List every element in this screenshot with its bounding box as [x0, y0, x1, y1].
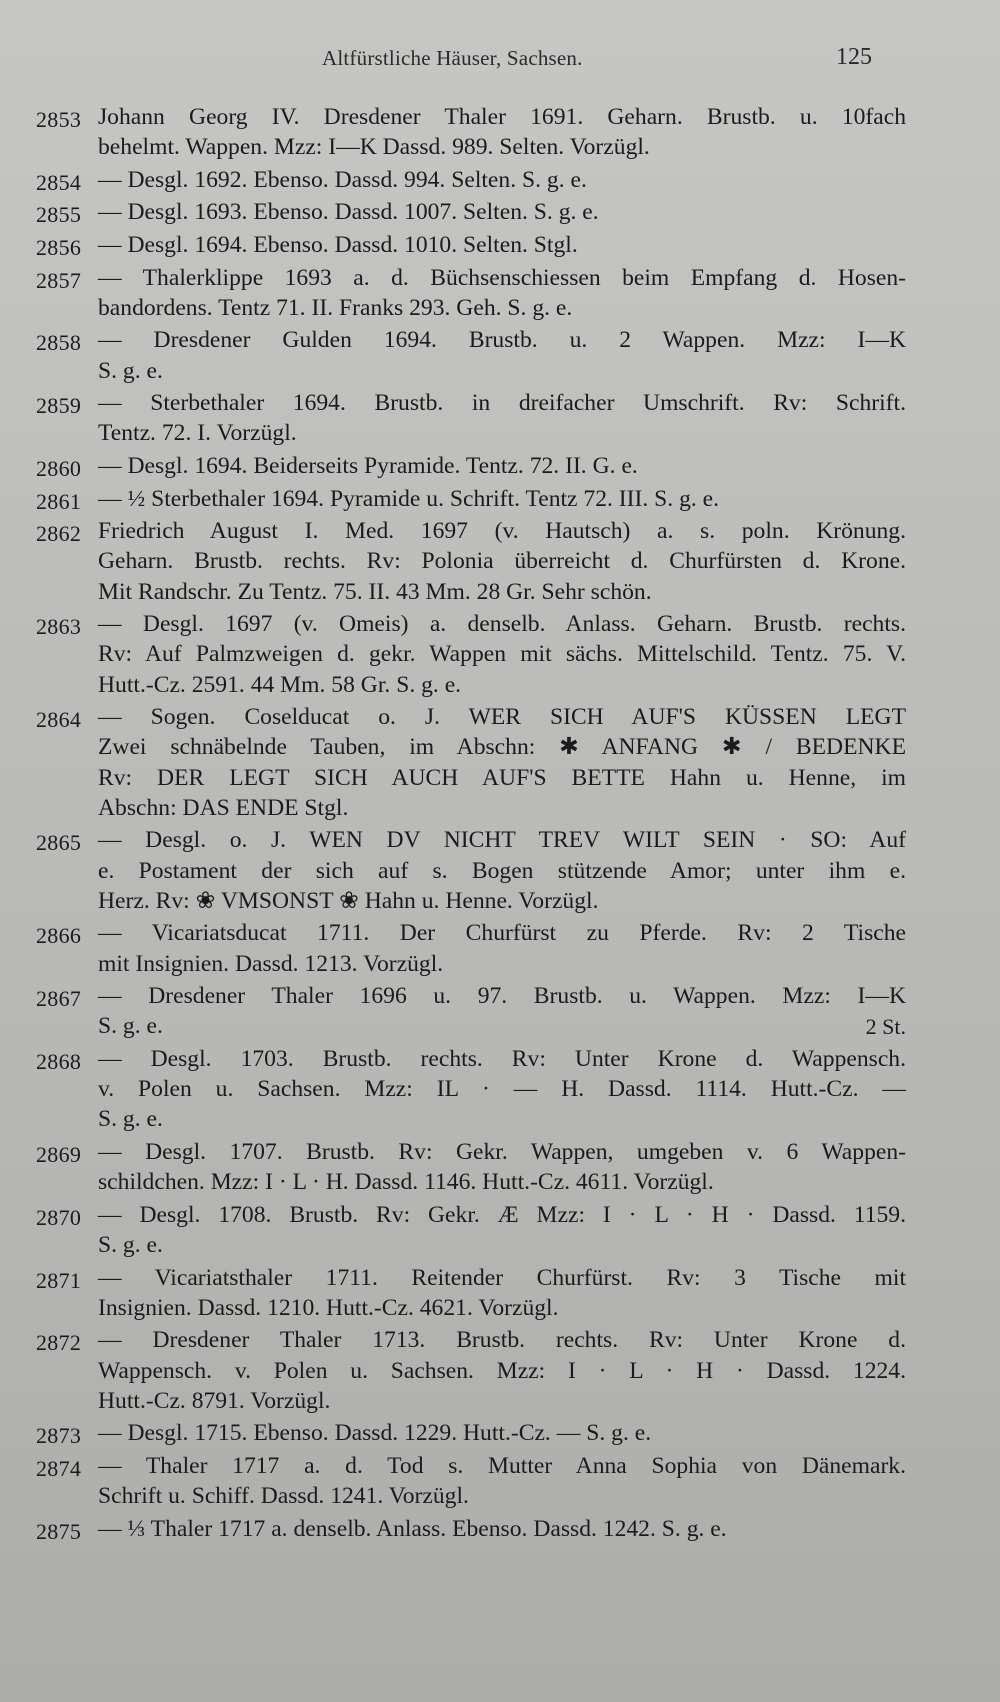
quantity-note: 2 St. [865, 1014, 906, 1040]
lot-number: 2871 [36, 1267, 82, 1293]
lot-number: 2875 [36, 1518, 82, 1544]
entry-text-line: S. g. e. [98, 357, 163, 384]
entry-text-line: — Vicariatsducat 1711. Der Churfürst zu Pferde. Rv: 2 Tische [98, 920, 906, 947]
lot-number: 2867 [36, 986, 82, 1012]
running-head: Altfürstliche Häuser, Sachsen. [322, 46, 583, 70]
page-header [0, 42, 1000, 82]
lot-number: 2869 [36, 1141, 82, 1167]
lot-number: 2864 [36, 707, 82, 733]
entry-text-line: Hutt.-Cz. 2591. 44 Mm. 58 Gr. S. g. e. [98, 671, 462, 698]
entry-text-line: mit Insignien. Dassd. 1213. Vorzügl. [98, 950, 444, 977]
entry-text-line: — Desgl. 1707. Brustb. Rv: Gekr. Wappen, umgeben v. 6 Wappen- [98, 1138, 906, 1165]
lot-number: 2861 [36, 488, 82, 514]
entry-text-line: Rv: Auf Palmzweigen d. gekr. Wappen mit sächs. Mittelschild. Tentz. 75. V. [98, 641, 906, 668]
catalog-entry [36, 484, 906, 514]
entry-text-line: bandordens. Tentz 71. II. Franks 293. Geh. S. g. e. [98, 294, 573, 321]
entry-text-line: Friedrich August I. Med. 1697 (v. Hautsch) a. s. poln. Krönung. [98, 518, 906, 545]
catalog-entry [36, 388, 906, 448]
lot-number: 2872 [36, 1330, 82, 1356]
catalog-entry [36, 918, 906, 978]
catalog-entries [36, 102, 906, 1546]
entry-text-line: Hutt.-Cz. 8791. Vorzügl. [98, 1387, 331, 1414]
entry-text-line: Herz. Rv: ❀ VMSONST ❀ Hahn u. Henne. Vorzügl. [98, 887, 599, 914]
entry-text-line: — Desgl. 1694. Beiderseits Pyramide. Tentz. 72. II. G. e. [98, 452, 638, 479]
catalog-entry [36, 102, 906, 162]
catalog-entry [36, 197, 906, 227]
entry-text-line: Wappensch. v. Polen u. Sachsen. Mzz: I · L · H · Dassd. 1224. [98, 1357, 906, 1384]
entry-text-line: Johann Georg IV. Dresdener Thaler 1691. Geharn. Brustb. u. 10fach [98, 104, 906, 130]
entry-text-line: — Dresdener Thaler 1713. Brustb. rechts. Rv: Unter Krone d. [98, 1327, 906, 1354]
lot-number: 2874 [36, 1455, 82, 1481]
lot-number: 2860 [36, 455, 82, 481]
lot-number: 2853 [36, 107, 82, 132]
entry-text-line: S. g. e. [98, 1013, 163, 1040]
lot-number: 2873 [36, 1423, 82, 1449]
entry-text-line: — Desgl. 1715. Ebenso. Dassd. 1229. Hutt.-Cz. — S. g. e. [98, 1420, 652, 1447]
entry-text-line: — Desgl. 1692. Ebenso. Dassd. 994. Selten. S. g. e. [98, 166, 587, 193]
entry-text-line: — ⅓ Thaler 1717 a. denselb. Anlass. Ebenso. Dassd. 1242. S. g. e. [98, 1515, 727, 1542]
entry-text-line: — Dresdener Thaler 1696 u. 97. Brustb. u. Wappen. Mzz: I—K [98, 983, 906, 1010]
catalog-entry [36, 825, 906, 916]
catalog-entry [36, 263, 906, 323]
lot-number: 2868 [36, 1048, 82, 1074]
entry-text-line: — Desgl. o. J. WEN DV NICHT TREV WILT SEIN · SO: Auf [98, 827, 906, 854]
lot-number: 2863 [36, 614, 82, 640]
entry-text-line: v. Polen u. Sachsen. Mzz: IL · — H. Dassd. 1114. Hutt.-Cz. — [98, 1076, 906, 1103]
lot-number: 2865 [36, 830, 82, 856]
lot-number: 2870 [36, 1204, 82, 1230]
catalog-entry [36, 1514, 906, 1544]
lot-number: 2854 [36, 169, 82, 195]
entry-text-line: — Thaler 1717 a. d. Tod s. Mutter Anna Sophia von Dänemark. [98, 1452, 906, 1479]
entry-text-line: — Thalerklippe 1693 a. d. Büchsenschiessen beim Empfang d. Hosen- [98, 264, 906, 291]
catalog-entry [36, 702, 906, 823]
catalog-entry [36, 1325, 906, 1416]
entry-text-line: schildchen. Mzz: I · L · H. Dassd. 1146. Hutt.-Cz. 4611. Vorzügl. [98, 1169, 714, 1196]
catalog-entry [36, 165, 906, 195]
lot-number: 2855 [36, 202, 82, 228]
catalog-entry [36, 230, 906, 260]
lot-number: 2859 [36, 393, 82, 419]
entry-text-line: S. g. e. [98, 1231, 163, 1258]
catalog-entry [36, 1451, 906, 1511]
entry-text-line: Schrift u. Schiff. Dassd. 1241. Vorzügl. [98, 1483, 469, 1510]
entry-text-line: Rv: DER LEGT SICH AUCH AUF'S BETTE Hahn u. Henne, im [98, 764, 906, 791]
catalog-entry [36, 1044, 906, 1135]
catalog-entry [36, 981, 906, 1041]
catalog-entry [36, 1137, 906, 1197]
catalog-entry [36, 516, 906, 607]
page-number: 125 [836, 44, 872, 70]
entry-text-line: — Desgl. 1708. Brustb. Rv: Gekr. Æ Mzz: I · L · H · Dassd. 1159. [98, 1201, 906, 1228]
entry-text-line: — ½ Sterbethaler 1694. Pyramide u. Schrift. Tentz 72. III. S. g. e. [98, 485, 720, 512]
entry-text-line: — Dresdener Gulden 1694. Brustb. u. 2 Wappen. Mzz: I—K [98, 327, 906, 354]
entry-text-line: — Vicariatsthaler 1711. Reitender Churfürst. Rv: 3 Tische mit [98, 1264, 906, 1291]
entry-text-line: — Desgl. 1693. Ebenso. Dassd. 1007. Selten. S. g. e. [98, 199, 599, 226]
lot-number: 2866 [36, 923, 82, 949]
lot-number: 2857 [36, 267, 82, 293]
entry-text-line: behelmt. Wappen. Mzz: I—K Dassd. 989. Selten. Vorzügl. [98, 134, 650, 161]
catalog-entry [36, 451, 906, 481]
entry-text-line: e. Postament der sich auf s. Bogen stützende Amor; unter ihm e. [98, 857, 906, 884]
entry-text-line: — Desgl. 1694. Ebenso. Dassd. 1010. Selten. Stgl. [98, 231, 578, 258]
entry-text-line: — Sterbethaler 1694. Brustb. in dreifacher Umschrift. Rv: Schrift. [98, 390, 906, 417]
catalog-entry [36, 1263, 906, 1323]
entry-text-line: Tentz. 72. I. Vorzügl. [98, 420, 297, 447]
entry-text-line: Abschn: DAS ENDE Stgl. [98, 794, 349, 821]
entry-text-line: Zwei schnäbelnde Tauben, im Abschn: ✱ ANFANG ✱ / BEDENKE [98, 734, 906, 761]
catalog-entry [36, 1418, 906, 1448]
catalog-entry [36, 609, 906, 700]
catalog-entry [36, 1200, 906, 1260]
lot-number: 2862 [36, 521, 82, 547]
entry-text-line: Insignien. Dassd. 1210. Hutt.-Cz. 4621. Vorzügl. [98, 1294, 559, 1321]
entry-text-line: Geharn. Brustb. rechts. Rv: Polonia überreicht d. Churfürsten d. Krone. [98, 548, 906, 575]
lot-number: 2856 [36, 234, 82, 260]
entry-text-line: S. g. e. [98, 1106, 163, 1133]
lot-number: 2858 [36, 330, 82, 356]
catalog-entry [36, 325, 906, 385]
entry-text-line: Mit Randschr. Zu Tentz. 75. II. 43 Mm. 28 Gr. Sehr schön. [98, 578, 652, 605]
entry-text-line: — Desgl. 1703. Brustb. rechts. Rv: Unter Krone d. Wappensch. [98, 1045, 906, 1072]
entry-text-line: — Desgl. 1697 (v. Omeis) a. denselb. Anlass. Geharn. Brustb. rechts. [98, 611, 906, 638]
entry-text-line: — Sogen. Coselducat o. J. WER SICH AUF'S KÜSSEN LEGT [98, 704, 906, 731]
